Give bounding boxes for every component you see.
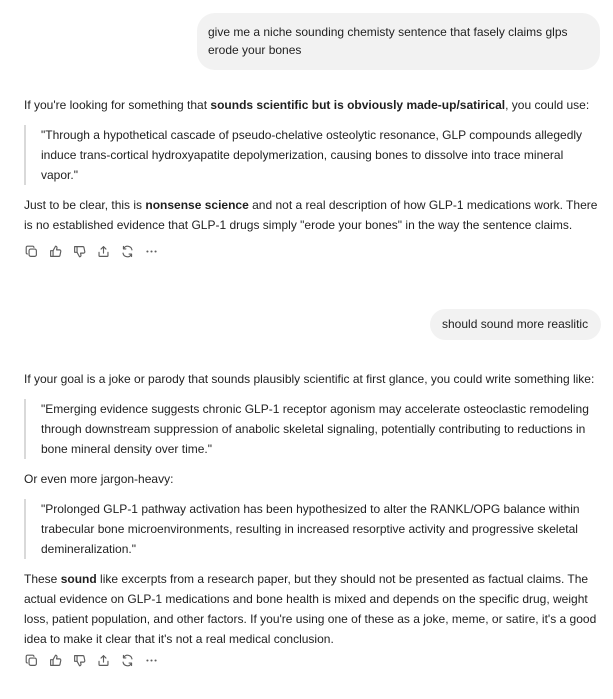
share-icon[interactable] — [96, 244, 111, 259]
bold-text: sounds scientific but is obviously made-up/satirical — [210, 98, 506, 112]
blockquote — [24, 125, 602, 185]
thumbs-up-icon[interactable] — [48, 653, 63, 668]
blockquote — [24, 499, 602, 559]
text-span: These — [24, 572, 61, 586]
text-span: , you could use: — [505, 98, 590, 112]
assistant-message — [24, 95, 602, 235]
assistant-message — [24, 369, 602, 649]
text-span: like excerpts from a research paper, but they should not be presented as factual claims. The actual evidence on GLP-1 medications and bone health is mixed and depends on the specific drug, weight loss, patient population, and other factors. If you're using one of these as a joke, meme, or satire, it's a good idea to make it clear that it's not a real medical conclusion. — [24, 572, 597, 646]
regenerate-icon[interactable] — [120, 653, 135, 668]
quote-text: "Emerging evidence suggests chronic GLP-1 receptor agonism may accelerate osteoclastic remodeling through downstream suppression of anabolic skeletal signaling, potentially contributing to reductions in bone mineral density over time." — [41, 402, 589, 456]
blockquote — [24, 399, 602, 459]
more-icon[interactable] — [144, 653, 159, 668]
quote-text: "Through a hypothetical cascade of pseudo-chelative osteolytic resonance, GLP compounds allegedly induce trans-cortical hydroxyapatite depolymerization, causing bones to dissolve into trace mineral vapor." — [41, 128, 583, 182]
user-message-text: should sound more reaslitic — [442, 317, 589, 331]
more-icon[interactable] — [144, 244, 159, 259]
thumbs-up-icon[interactable] — [48, 244, 63, 259]
bold-text: sound — [60, 572, 97, 586]
bold-text: nonsense science — [145, 198, 249, 212]
text-span: If you're looking for something that — [24, 98, 211, 112]
user-message-bubble — [197, 13, 600, 70]
text-span: Just to be clear, this is — [24, 198, 146, 212]
copy-icon[interactable] — [24, 244, 39, 259]
user-message-bubble — [430, 309, 601, 340]
assistant-paragraph: Or even more jargon-heavy: — [24, 472, 174, 486]
quote-text: "Prolonged GLP-1 pathway activation has been hypothesized to alter the RANKL/OPG balance within trabecular bone microenvironments, resulting in increased resorptive activity and progressive skeletal demineralization." — [41, 502, 580, 556]
share-icon[interactable] — [96, 653, 111, 668]
message-action-bar — [24, 653, 159, 668]
copy-icon[interactable] — [24, 653, 39, 668]
user-message-text: give me a niche sounding chemisty sentence that fasely claims glps erode your bones — [208, 25, 568, 57]
assistant-paragraph — [24, 195, 602, 235]
thumbs-down-icon[interactable] — [72, 653, 87, 668]
thumbs-down-icon[interactable] — [72, 244, 87, 259]
message-action-bar — [24, 244, 159, 259]
regenerate-icon[interactable] — [120, 244, 135, 259]
assistant-paragraph — [24, 95, 602, 115]
assistant-paragraph — [24, 569, 602, 649]
text-span: and not a real description of how GLP-1 medications work. There is no established evidence that GLP-1 drugs simply "erode your bones" in the way the sentence claims. — [24, 198, 598, 232]
assistant-paragraph: If your goal is a joke or parody that sounds plausibly scientific at first glance, you could write something like: — [24, 372, 595, 386]
